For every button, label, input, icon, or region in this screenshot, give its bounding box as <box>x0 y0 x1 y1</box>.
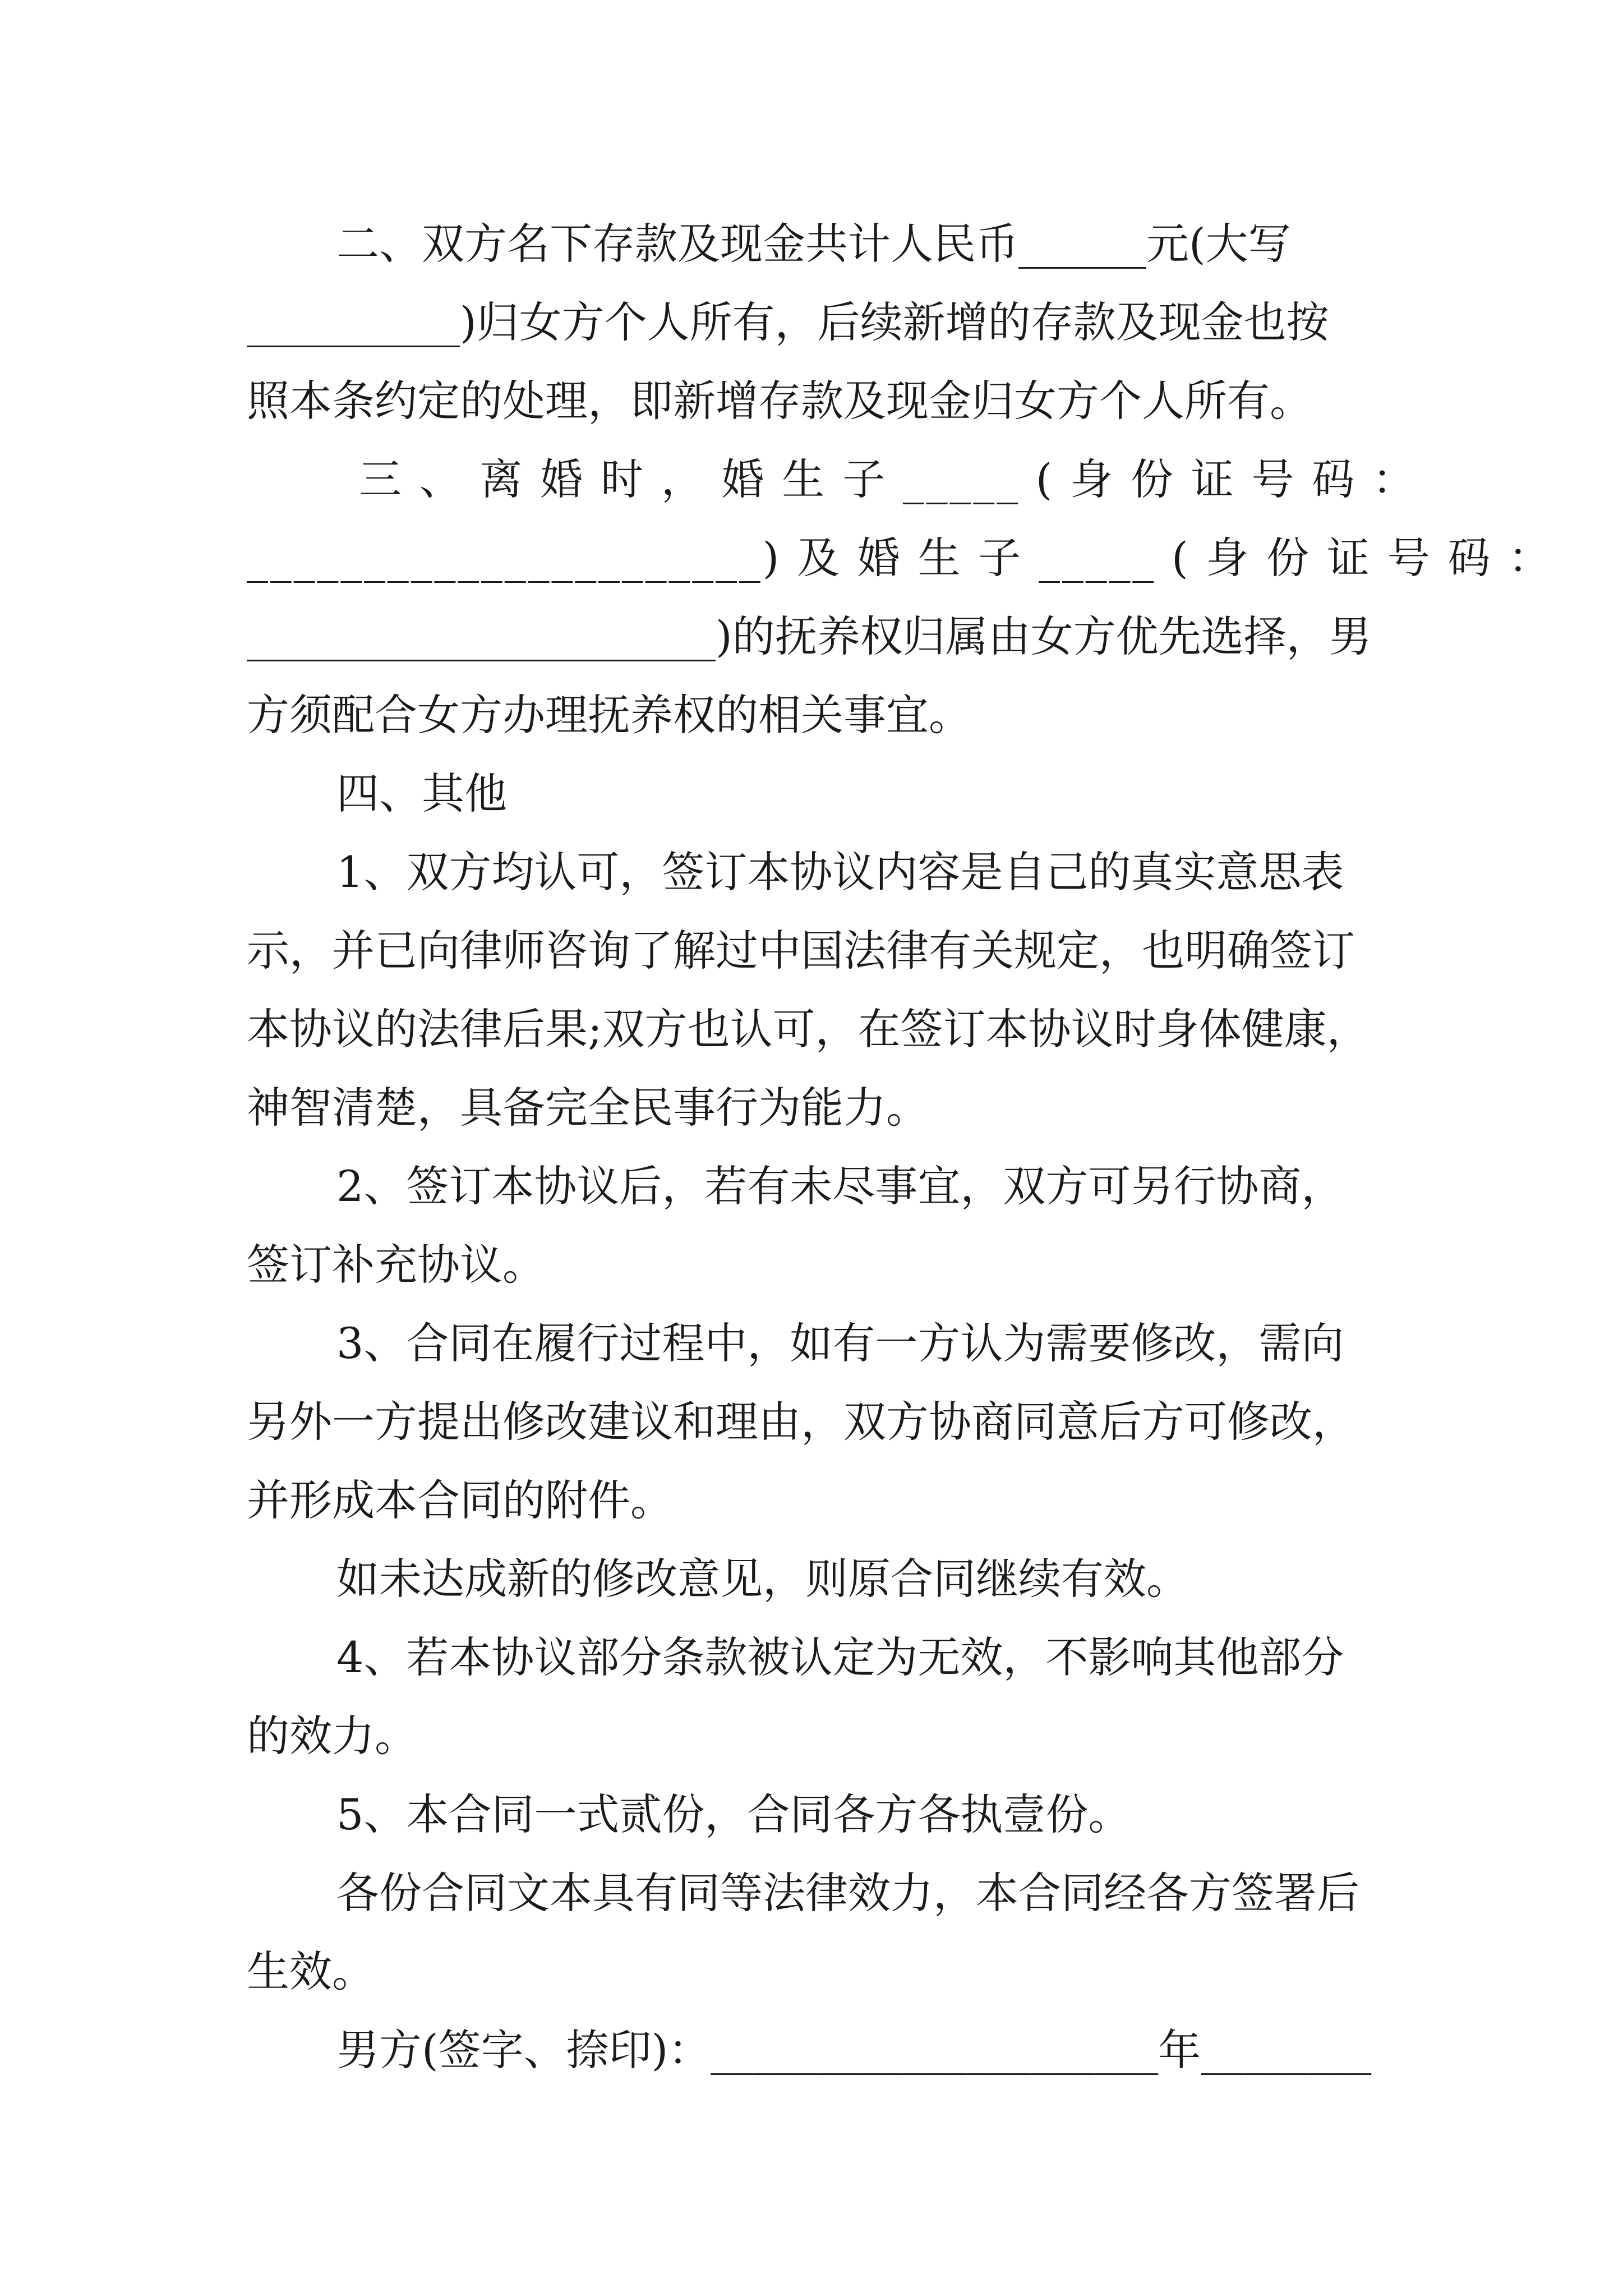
text-line: 方须配合女方办理抚养权的相关事宜。 <box>247 690 971 740</box>
text-line: ______________________)的抚养权归属由女方优先选择，男 <box>247 611 1372 661</box>
text-line: 神智清楚，具备完全民事行为能力。 <box>247 1083 929 1133</box>
text-line: 4、若本协议部分条款被认定为无效，不影响其他部分 <box>336 1632 1344 1682</box>
text-line: 本协议的法律后果;双方也认可，在签订本协议时身体健康， <box>247 1004 1370 1054</box>
text-line: ______________________) 及 婚 生 子 _____ ( 身 份 证 号 码 ： <box>247 533 1553 583</box>
text-line: 签订补充协议。 <box>247 1240 545 1290</box>
text-line: 各份合同文本具有同等法律效力，本合同经各方签署后 <box>336 1868 1359 1918</box>
text-line: 3、合同在履行过程中，如有一方认为需要修改，需向 <box>336 1318 1344 1368</box>
text-line: 5、本合同一式贰份，合同各方各执壹份。 <box>336 1789 1131 1839</box>
section-heading: 四、其他 <box>336 769 507 818</box>
text-line: 二、双方名下存款及现金共计人民币______元(大写 <box>336 219 1291 269</box>
text-line: 如未达成新的修改意见，则原合同继续有效。 <box>336 1554 1189 1604</box>
signature-line: 男方(签字、捺印)：_____________________年________ <box>336 2025 1372 2075</box>
text-line: 并形成本合同的附件。 <box>247 1475 673 1525</box>
text-line: 照本条约定的处理，即新增存款及现金归女方个人所有。 <box>247 376 1312 426</box>
text-line: 三 、 离 婚 时 ， 婚 生 子 _____ ( 身 份 证 号 码 ： <box>359 454 1417 504</box>
text-line: 1、双方均认可，签订本协议内容是自己的真实意思表 <box>336 847 1344 897</box>
text-line: 2、签订本协议后，若有未尽事宜，双方可另行协商， <box>336 1161 1344 1211</box>
text-line: 生效。 <box>247 1947 375 1996</box>
text-line: 的效力。 <box>247 1711 417 1761</box>
text-line: 另外一方提出修改建议和理由，双方协商同意后方可修改， <box>247 1397 1355 1447</box>
text-line: 示，并已向律师咨询了解过中国法律有关规定，也明确签订 <box>247 926 1355 976</box>
text-line: __________)归女方个人所有，后续新增的存款及现金也按 <box>247 297 1329 347</box>
